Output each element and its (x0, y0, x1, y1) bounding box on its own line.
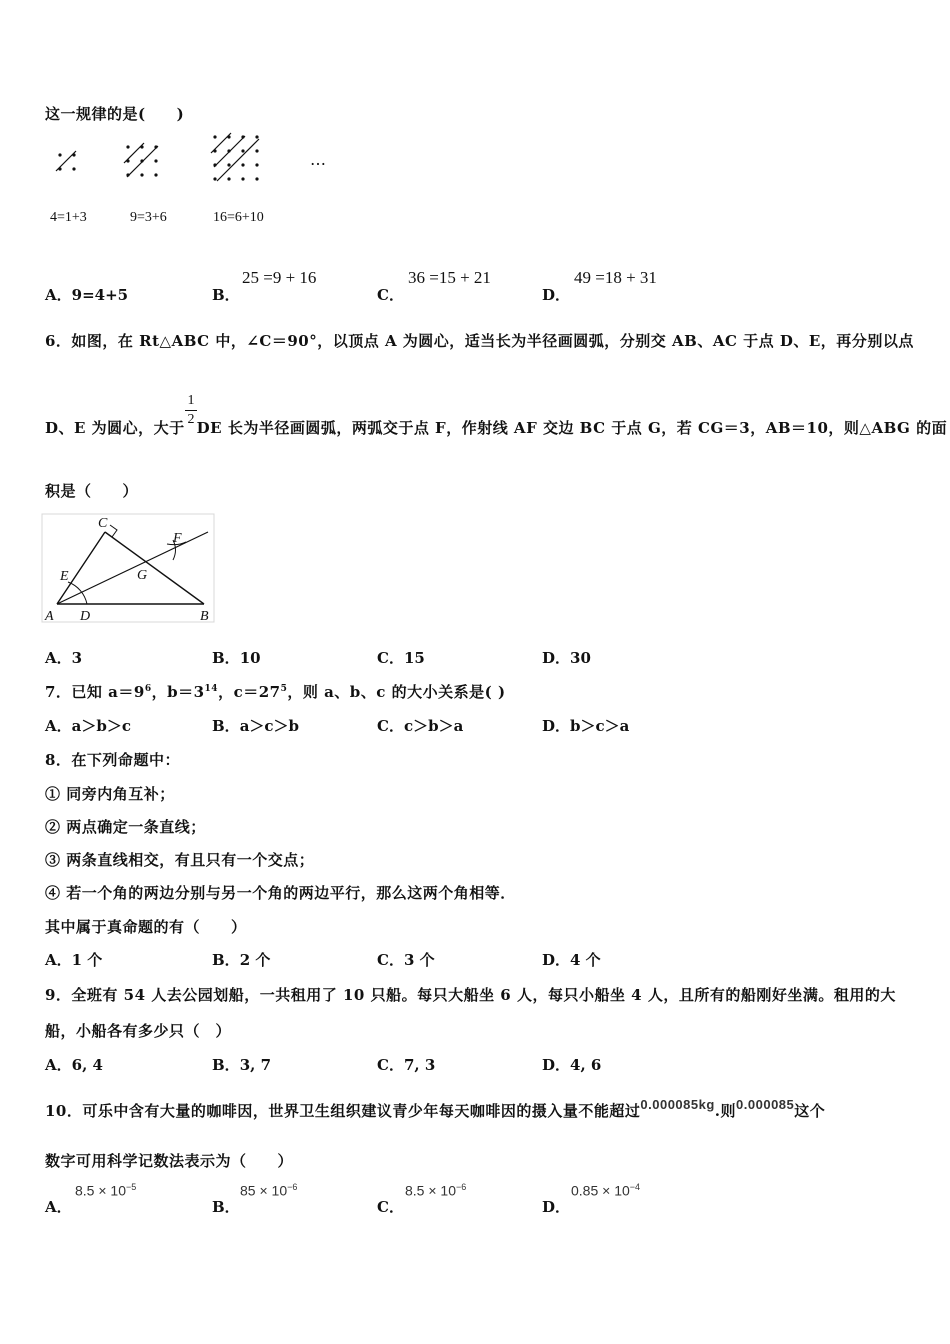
q8-option-c: C．3 个 (377, 951, 435, 969)
pattern-dot (58, 153, 61, 156)
q6-fraction (185, 393, 197, 428)
q8-option-d: D．4 个 (542, 951, 601, 969)
q10-option-b-label: B． (212, 1198, 240, 1216)
segment-cb (105, 532, 204, 604)
pattern-dot (241, 163, 244, 166)
q5-option-d-expr: 49 =18 + 31 (574, 268, 657, 287)
pattern-dot (154, 173, 157, 176)
q10-option-c-label: C． (377, 1198, 404, 1216)
q5-caption-3: 16=6+10 (213, 210, 264, 225)
q8-option-a: A．1 个 (45, 951, 103, 969)
q5-option-c-expr: 36 =15 + 21 (408, 268, 491, 287)
q10-value-kg: 0.000085kg (640, 1097, 715, 1112)
label-e: E (60, 569, 69, 584)
q6-fraction-numerator: 1 (187, 393, 195, 408)
q10-stem-line1: 10．可乐中含有大量的咖啡因，世界卫生组织建议青少年每天咖啡因的摄入量不能超过0.000085kg.则0.000085这个 (45, 1097, 826, 1120)
q8-question: 其中属于真命题的有（ ） (45, 918, 247, 936)
q6-stem-line2: D、E 为圆心，大于 DE 长为半径画圆弧，两弧交于点 F，作射线 AF 交边 BC 于点 G，若 CG＝3，AB＝10，则△ABG 的面 (45, 419, 948, 437)
q9-stem-line2: 船，小船各有多少只（ ） (45, 1022, 232, 1040)
q6-stem-line3: 积是（ ） (45, 482, 139, 500)
q10-option-b-value: $85 \times 10^{-6}$ (240, 1182, 298, 1199)
q6-fraction-denominator: 2 (187, 412, 195, 427)
q7-option-a: A．a＞b＞c (45, 717, 131, 735)
q10-option-d-label: D． (542, 1198, 571, 1216)
pattern-dot (213, 135, 216, 138)
q5-option-b-expr: 25 =9 + 16 (242, 268, 317, 287)
q5-stem-tail: 这一规律的是( ) (45, 105, 185, 123)
q8-option-b: B．2 个 (212, 951, 271, 969)
q10-option-c-value: $8.5 \times 10^{-6}$ (405, 1182, 467, 1199)
q5-dot-pattern-figure (45, 125, 345, 200)
q8-item-4: ④ 若一个角的两边分别与另一个角的两边平行，那么这两个角相等． (45, 884, 516, 902)
q5-option-b-label: B． (212, 286, 240, 304)
q8-item-1: ① 同旁内角互补； (45, 785, 175, 803)
q9-option-c: C．7, 3 (377, 1056, 436, 1074)
q6-option-d: D．30 (542, 649, 591, 667)
q7-option-b: B．a＞c＞b (212, 717, 300, 735)
pattern-dot (241, 149, 244, 152)
q5-caption-1: 4=1+3 (50, 210, 87, 225)
label-a: A (45, 609, 54, 624)
pattern-dot (126, 145, 129, 148)
pattern-diagonal (217, 139, 259, 181)
q5-option-c-label: C． (377, 286, 404, 304)
q5-option-a: A．9=4+5 (45, 286, 129, 304)
pattern-dot (72, 167, 75, 170)
label-d: D (80, 609, 91, 624)
right-angle-mark (110, 525, 117, 537)
pattern-dot (255, 135, 258, 138)
q6-stem-line1: 6．如图，在 Rt△ABC 中，∠C＝90°，以顶点 A 为圆心，适当长为半径画圆弧，分别交 AB、AC 于点 D、E，再分别以点 (45, 332, 914, 350)
q9-stem-line1: 9．全班有 54 人去公园划船，一共租用了 10 只船。每只大船坐 6 人，每只小船坐 4 人，且所有的船刚好坐满。租用的大 (45, 986, 896, 1004)
q5-caption-2: 9=3+6 (130, 210, 167, 225)
pattern-dot (140, 173, 143, 176)
q8-stem: 8．在下列命题中： (45, 751, 180, 769)
pattern-dot (213, 177, 216, 180)
q6-option-b: B．10 (212, 649, 261, 667)
pattern-dot (227, 177, 230, 180)
pattern-diagonal (214, 136, 245, 167)
q10-option-d-value: $0.85 \times 10^{-4}$ (571, 1182, 641, 1199)
pattern-dot (255, 149, 258, 152)
pattern-diagonal (127, 146, 158, 177)
q6-option-c: C．15 (377, 649, 425, 667)
label-f: F (173, 531, 182, 546)
pattern-dot (154, 159, 157, 162)
q9-option-d: D．4, 6 (542, 1056, 602, 1074)
label-b: B (200, 609, 209, 624)
arc-de (68, 582, 87, 604)
q7-option-d: D．b＞c＞a (542, 717, 630, 735)
q9-option-a: A．6, 4 (45, 1056, 103, 1074)
q10-option-a-label: A． (45, 1198, 72, 1216)
pattern-dot (255, 163, 258, 166)
pattern-dot (227, 163, 230, 166)
q5-ellipsis: … (310, 150, 326, 169)
q10-option-a-value: $8.5 \times 10^{-5}$ (75, 1182, 137, 1199)
q7-option-c: C．c＞b＞a (377, 717, 464, 735)
pattern-dot (255, 177, 258, 180)
pattern-dot (241, 177, 244, 180)
q8-item-3: ③ 两条直线相交，有且只有一个交点； (45, 851, 315, 869)
q6-triangle-figure (40, 512, 220, 627)
q9-option-b: B．3, 7 (212, 1056, 272, 1074)
q6-option-a: A．3 (45, 649, 83, 667)
q7-stem: 7．已知 $a=9^6$，$b=3^{14}$，$c=27^5$，则 a、b、c 的大小关系是( ) (45, 683, 506, 701)
q10-stem-line2: 数字可用科学记数法表示为（ ） (45, 1152, 294, 1170)
label-g: G (137, 568, 148, 583)
q10-value: 0.000085 (736, 1097, 795, 1112)
q5-option-d-label: D． (542, 286, 571, 304)
q8-item-2: ② 两点确定一条直线； (45, 818, 206, 836)
label-c: C (98, 516, 108, 531)
